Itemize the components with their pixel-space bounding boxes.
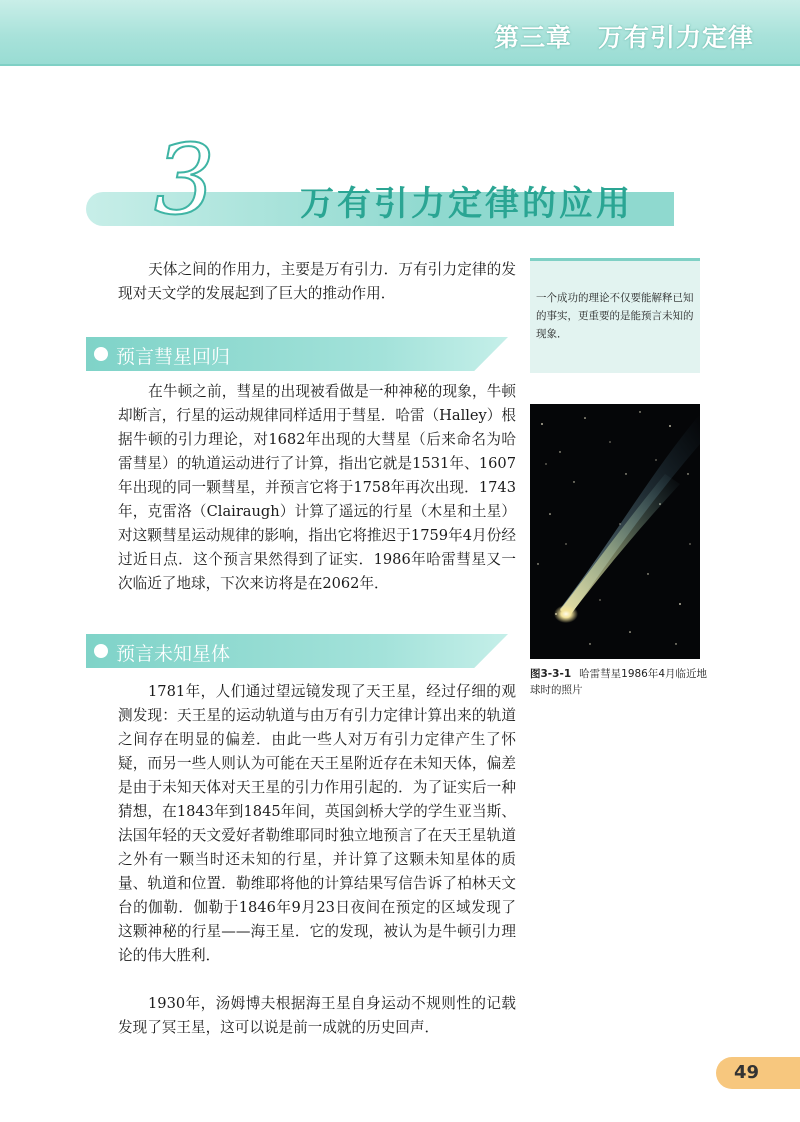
subsection-header-unknown-body: [86, 634, 508, 668]
intro-text: 天体之间的作用力，主要是万有引力．万有引力定律的发现对天文学的发展起到了巨大的推动作用．: [118, 261, 516, 302]
chapter-title: 第三章 万有引力定律: [493, 23, 754, 52]
section-title: 万有引力定律的应用: [300, 184, 633, 224]
comet-paragraph: [118, 380, 516, 596]
subsection-title: 预言彗星回归: [116, 346, 231, 368]
figure-caption-text: 哈雷彗星1986年4月临近地球时的照片: [530, 668, 708, 696]
bullet-dot-icon: [94, 644, 108, 658]
subsection-header-comet: [86, 337, 508, 371]
bullet-dot-icon: [94, 347, 108, 361]
side-note-text: 一个成功的理论不仅要能解释已知的事实，更重要的是能预言未知的现象．: [536, 292, 694, 340]
comet-dust-tail: [560, 474, 680, 618]
subsection-title: 预言未知星体: [116, 643, 231, 665]
unknown-body-paragraph-1-text: 1781年，人们通过望远镜发现了天王星，经过仔细的观测发现：天王星的运动轨道与由万有引力定律计算出来的轨道之间存在明显的偏差．由此一些人对万有引力定律产生了怀疑，而另一些人则认为可能在天王星附近存在未知天体，偏差是由于未知天体对天王星的引力作用引起的．为了证实后一种猜想，在1843年到1845年间，英国剑桥大学的学生亚当斯、法国年轻的天文爱好者勒维耶同时独立地预言了在天王星轨道之外有一颗当时还未知的行星，并计算了这颗未知星体的质量、轨道和位置．勒维耶将他的计算结果写信告诉了柏林天文台的伽勒．伽勒于1846年9月23日夜间在预定的区域发现了这颗神秘的行星——海王星．它的发现，被认为是牛顿引力理论的伟大胜利．: [118, 683, 516, 964]
unknown-body-paragraph-1: [118, 680, 516, 968]
unknown-body-paragraph-2-text: 1930年，汤姆博夫根据海王星自身运动不规则性的记载发现了冥王星，这可以说是前一成就的历史回声．: [118, 995, 516, 1036]
page-number: 49: [734, 1062, 760, 1083]
intro-paragraph: [118, 258, 516, 306]
unknown-body-paragraph-2: [118, 992, 516, 1040]
section-number: 3: [154, 124, 216, 236]
comet-photo: [530, 404, 700, 659]
comet-image: [530, 404, 700, 659]
comet-head: [554, 605, 578, 623]
figure-number: 图3-3-1: [530, 668, 572, 680]
figure-caption: [530, 666, 708, 698]
comet-paragraph-text: 在牛顿之前，彗星的出现被看做是一种神秘的现象，牛顿却断言，行星的运动规律同样适用于彗星．哈雷（Halley）根据牛顿的引力理论，对1682年出现的大彗星（后来命名为哈雷彗星）的轨道运动进行了计算，指出它就是1531年、1607年出现的同一颗彗星，并预言它将于1758年再次出现．1743年，克雷洛（Clairaugh）计算了遥远的行星（木星和土星）对这颗彗星运动规律的影响，指出它将推迟于1759年4月份经过近日点．这个预言果然得到了证实．1986年哈雷彗星又一次临近了地球，下次来访将是在2062年．: [118, 383, 516, 592]
